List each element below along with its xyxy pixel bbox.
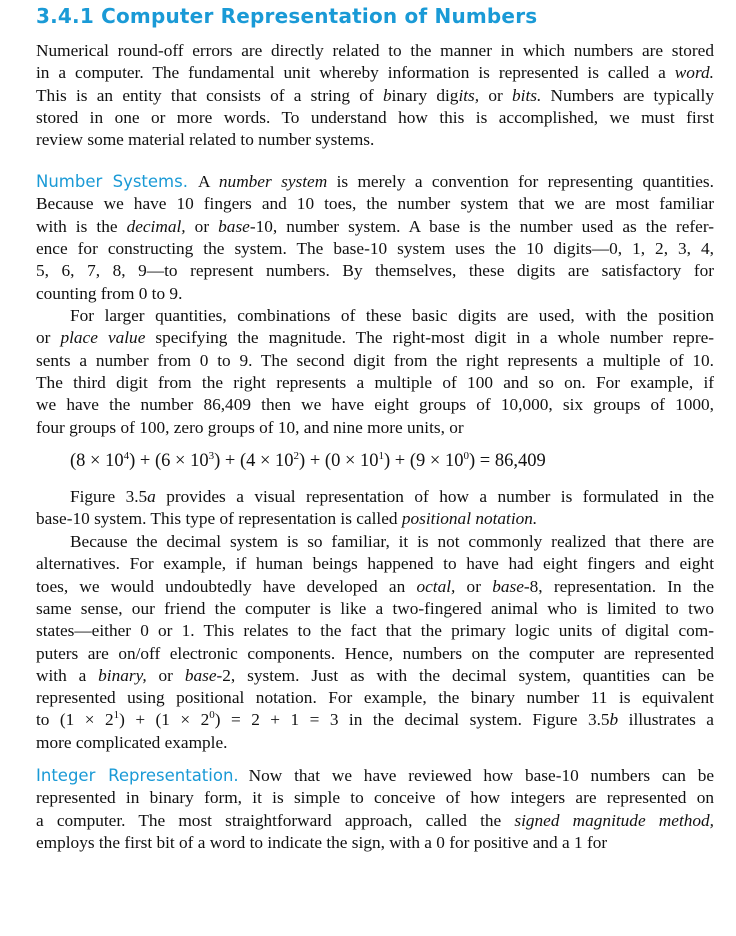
number-systems-line: ence for constructing the system. The base-10 system uses the 10 digits—0, 1, 2, 3, 4,: [36, 238, 714, 258]
place-value-line: we have the number 86,409 then we have eight groups of 10,000, six groups of 1000,: [36, 395, 714, 415]
integer-line: employs the first bit of a word to indicate the sign, with a 0 for positive and a 1 for: [36, 832, 608, 852]
intro-line: in a computer. The fundamental unit whereby information is represented is called a word.: [36, 63, 714, 83]
integer-line: represented in binary form, it is simple to conceive of how integers are represented on: [36, 788, 714, 808]
integer-line: Integer Representation. Now that we have reviewed how base-10 numbers can be: [36, 766, 715, 785]
section-heading: 3.4.1 Computer Representation of Numbers: [36, 4, 538, 28]
integer-line: a computer. The most straightforward approach, called the signed magnitude method,: [36, 810, 714, 830]
place-value-line: For larger quantities, combinations of these basic digits are used, with the position: [70, 306, 714, 325]
intro-line: Numerical round-off errors are directly related to the manner in which numbers are stored: [36, 41, 714, 60]
binary-line: puters are on/off electronic components. Hence, numbers on the computer are represented: [36, 643, 714, 663]
run-in-heading: Integer Representation.: [36, 766, 239, 785]
place-value-line: sents a number from 0 to 9. The second digit from the right represents a multiple of 10.: [36, 350, 714, 370]
binary-line: more complicated example.: [36, 732, 228, 752]
binary-line: toes, we would undoubtedly have developed an octal, or base-8, representation. In the: [36, 576, 714, 596]
binary-line: states—either 0 or 1. This relates to the fact that the primary logic units of digital com-: [36, 621, 714, 641]
number-systems-line: 5, 6, 7, 8, 9—to represent numbers. By themselves, these digits are satisfactory for: [36, 261, 714, 281]
equation-86409: $(8 \times 10^4) + (6 \times 10^3) + (4 \times 10^2) + (0 \times 10^1) + (9 \times 10^0) = 86,409$: [70, 450, 546, 471]
place-value-line: The third digit from the right represents a multiple of 100 and so on. For example, if: [36, 372, 714, 392]
binary-line: Because the decimal system is so familiar, it is not commonly realized that there are: [70, 532, 714, 551]
figure-ref-line: Figure 3.5a provides a visual representation of how a number is formulated in the: [70, 487, 714, 506]
binary-line: alternatives. For example, if human beings happened to have had eight fingers and eight: [36, 554, 714, 574]
binary-line: to $(1 \times 2^1) + (1 \times 2^0) = 2 + 1 = 3$ in the decimal system. Figure 3.5b illustrates a: [36, 709, 714, 730]
binary-line: same sense, our friend the computer is like a two-fingered animal who is limited to two: [36, 598, 714, 618]
place-value-line: or place value specifying the magnitude. The right-most digit in a whole number repre-: [36, 328, 715, 348]
figure-ref-line: base-10 system. This type of representation is called positional notation.: [36, 509, 538, 529]
intro-line: stored in one or more words. To understand how this is accomplished, we must first: [36, 107, 714, 127]
number-systems-line: Because we have 10 fingers and 10 toes, the number system that we are most familiar: [36, 194, 714, 214]
place-value-line: four groups of 100, zero groups of 10, and nine more units, or: [36, 417, 464, 437]
intro-line: review some material related to number systems.: [36, 130, 375, 150]
binary-line: represented using positional notation. For example, the binary number 11 is equivalent: [36, 688, 714, 708]
number-systems-line: with is the decimal, or base-10, number system. A base is the number used as the refer-: [36, 216, 714, 236]
number-systems-line: Number Systems. A number system is merely a convention for representing quantities.: [36, 172, 714, 191]
binary-line: with a binary, or base-2, system. Just as with the decimal system, quantities can be: [36, 665, 714, 685]
intro-line: This is an entity that consists of a string of binary digits, or bits. Numbers are typically: [36, 85, 714, 105]
run-in-heading: Number Systems.: [36, 172, 188, 191]
number-systems-line: counting from 0 to 9.: [36, 283, 183, 303]
